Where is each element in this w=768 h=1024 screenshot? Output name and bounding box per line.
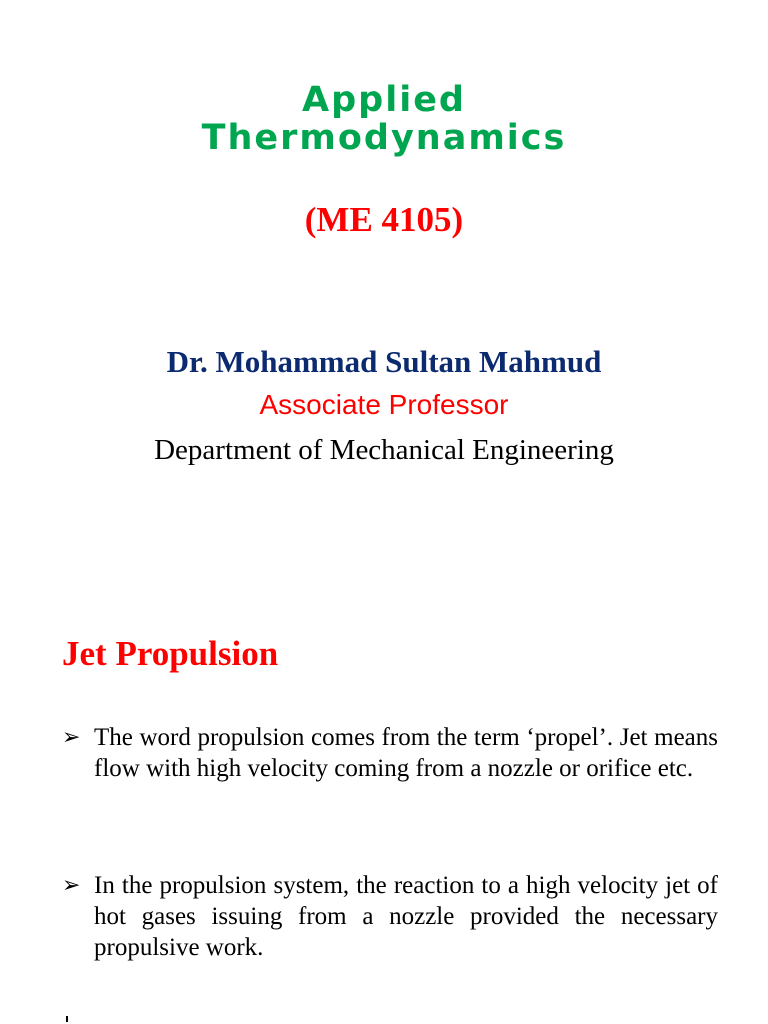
bullet-item (62, 870, 718, 963)
author-position: Associate Professor (259, 389, 509, 420)
arrow-bullet-icon: ➢ (62, 725, 81, 750)
page-edge-mark (66, 1016, 68, 1022)
document-title-line-2: Thermodynamics (201, 118, 567, 158)
section-heading: Jet Propulsion (62, 634, 279, 673)
arrow-bullet-icon: ➢ (62, 873, 81, 898)
course-code: (ME 4105) (304, 200, 464, 239)
author-name: Dr. Mohammad Sultan Mahmud (166, 344, 602, 379)
document-title-line-1: Applied (302, 80, 466, 120)
bullet-text: The word propulsion comes from the term ‘propel’. Jet means flow with high velocity coming from a nozzle or orifice etc. (94, 724, 718, 782)
author-department: Department of Mechanical Engineering (154, 434, 614, 466)
bullet-text: In the propulsion system, the reaction to a high velocity jet of hot gases issuing from a nozzle provided the necessary propulsive work. (94, 872, 718, 961)
bullet-item (62, 722, 718, 784)
